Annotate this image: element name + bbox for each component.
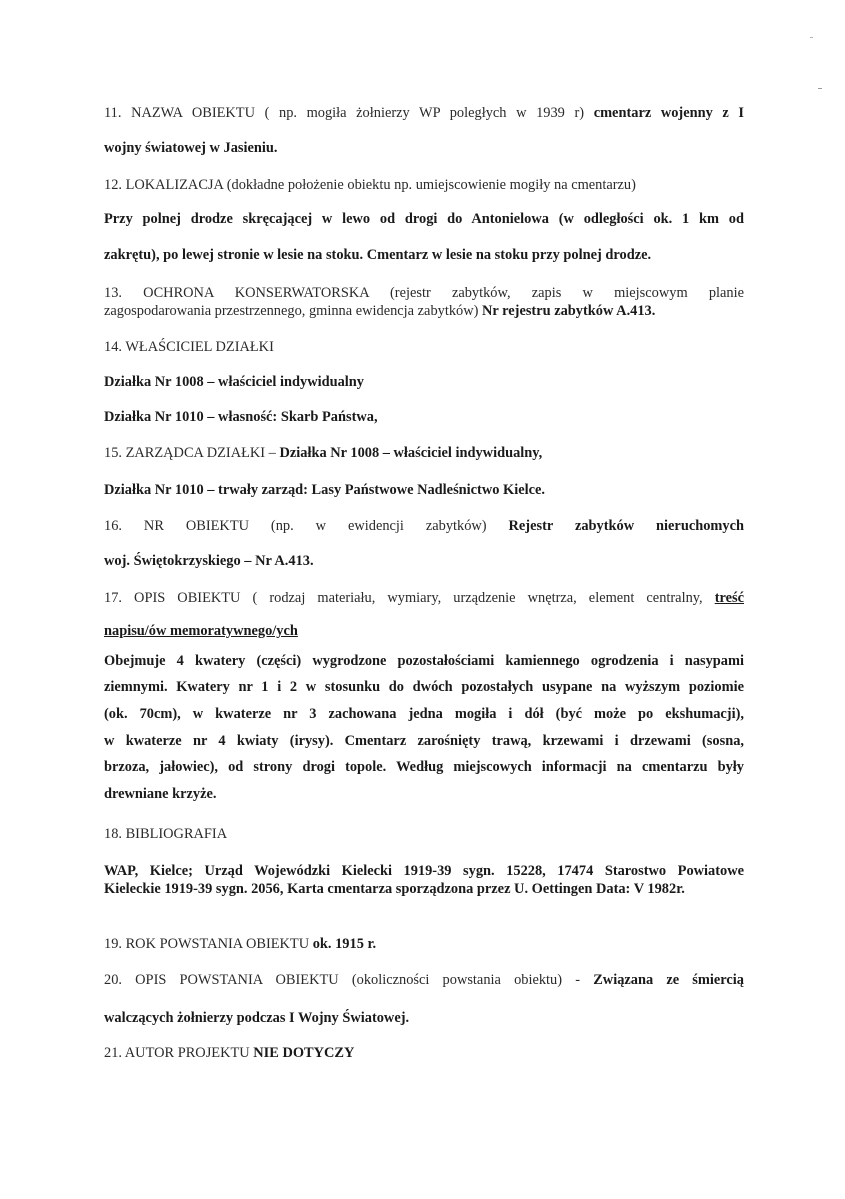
section-13-value: Nr rejestru zabytków A.413. <box>482 303 656 319</box>
section-19-line <box>104 935 744 953</box>
section-16-line-1 <box>104 517 744 535</box>
section-17-line-1 <box>104 589 744 607</box>
section-17-text-line: drewniane krzyże. <box>104 786 217 802</box>
section-20-value: Związana ze śmiercią <box>593 972 744 988</box>
scan-mark <box>818 88 822 89</box>
section-21-line <box>104 1044 744 1062</box>
section-14-label: 14. WŁAŚCICIEL DZIAŁKI <box>104 339 274 355</box>
section-17-text-line: w kwaterze nr 4 kwiaty (irysy). Cmentarz zarośnięty trawą, krzewami i drzewami (sosna, <box>104 733 744 749</box>
section-19-value: ok. 1915 r. <box>312 936 377 952</box>
section-17-text-line: ziemnymi. Kwatery nr 1 i 2 w stosunku do dwóch pozostałych usypane na wyższym poziomie <box>104 679 744 695</box>
section-17-line-2 <box>104 622 744 640</box>
section-15-label: 15. ZARZĄDCA DZIAŁKI – <box>104 445 276 461</box>
section-16-line-2: woj. Świętokrzyskiego – Nr A.413. <box>104 553 314 569</box>
scan-mark <box>810 37 813 38</box>
section-11-label: 11. NAZWA OBIEKTU ( np. mogiła żołnierzy WP poległych w 1939 r) <box>104 105 585 121</box>
section-12-line-1: Przy polnej drodze skręcającej w lewo od drogi do Antonielowa (w odległości ok. 1 km od <box>104 211 744 227</box>
section-20-line-2: walczących żołnierzy podczas I Wojny Światowej. <box>104 1010 410 1026</box>
section-11-line-1 <box>104 104 744 122</box>
section-20-line-1 <box>104 971 744 989</box>
section-17-text-line: Obejmuje 4 kwatery (części) wygrodzone pozostałościami kamiennego ogrodzenia i nasypami <box>104 653 744 669</box>
section-21-value: NIE DOTYCZY <box>253 1045 355 1061</box>
section-12-label: 12. LOKALIZACJA (dokładne położenie obiektu np. umiejscowienie mogiły na cmentarzu) <box>104 177 636 193</box>
section-16-value: Rejestr zabytków nieruchomych <box>508 518 744 534</box>
section-17-label: 17. OPIS OBIEKTU ( rodzaj materiału, wymiary, urządzenie wnętrza, element centralny, <box>104 590 703 606</box>
section-16-label: 16. NR OBIEKTU (np. w ewidencji zabytków) <box>104 518 487 534</box>
section-17-label-underlined-2: napisu/ów memoratywnego/ych <box>104 623 298 639</box>
section-17-text-line: brzoza, jałowiec), od strony drogi topole. Według miejscowych informacji na cmentarzu były <box>104 759 744 775</box>
section-19-label: 19. ROK POWSTANIA OBIEKTU <box>104 936 310 952</box>
section-14-line-1: Działka Nr 1008 – właściciel indywidualny <box>104 374 364 390</box>
section-17-label-underlined: treść <box>714 590 744 606</box>
section-18-line-2: Kieleckie 1919-39 sygn. 2056, Karta cmentarza sporządzona przez U. Oettingen Data: V 1982r. <box>104 881 685 897</box>
section-12-line-2: zakrętu), po lewej stronie w lesie na stoku. Cmentarz w lesie na stoku przy polnej drodze. <box>104 247 652 263</box>
section-17-text-line: (ok. 70cm), w kwaterze nr 3 zachowana jedna mogiła i dół (być może po ekshumacji), <box>104 706 744 722</box>
section-13-label-line-1: 13. OCHRONA KONSERWATORSKA (rejestr zabytków, zapis w miejscowym planie <box>104 285 744 301</box>
section-13-line-2 <box>104 302 744 320</box>
section-15-line-1 <box>104 444 744 462</box>
section-20-label: 20. OPIS POWSTANIA OBIEKTU (okoliczności powstania obiektu) - <box>104 972 581 988</box>
section-11-line-2: wojny światowej w Jasieniu. <box>104 140 278 156</box>
section-15-line-2: Działka Nr 1010 – trwały zarząd: Lasy Państwowe Nadleśnictwo Kielce. <box>104 482 545 498</box>
section-14-line-2: Działka Nr 1010 – własność: Skarb Państwa, <box>104 409 378 425</box>
section-11-value: cmentarz wojenny z I <box>593 105 745 121</box>
section-15-value: Działka Nr 1008 – właściciel indywidualny, <box>279 445 543 461</box>
section-18-line-1: WAP, Kielce; Urząd Wojewódzki Kielecki 1919-39 sygn. 15228, 17474 Starostwo Powiatowe <box>104 863 744 879</box>
section-18-label: 18. BIBLIOGRAFIA <box>104 826 228 842</box>
section-13-label: zagospodarowania przestrzennego, gminna ewidencja zabytków) <box>104 303 479 319</box>
section-21-label: 21. AUTOR PROJEKTU <box>104 1045 250 1061</box>
